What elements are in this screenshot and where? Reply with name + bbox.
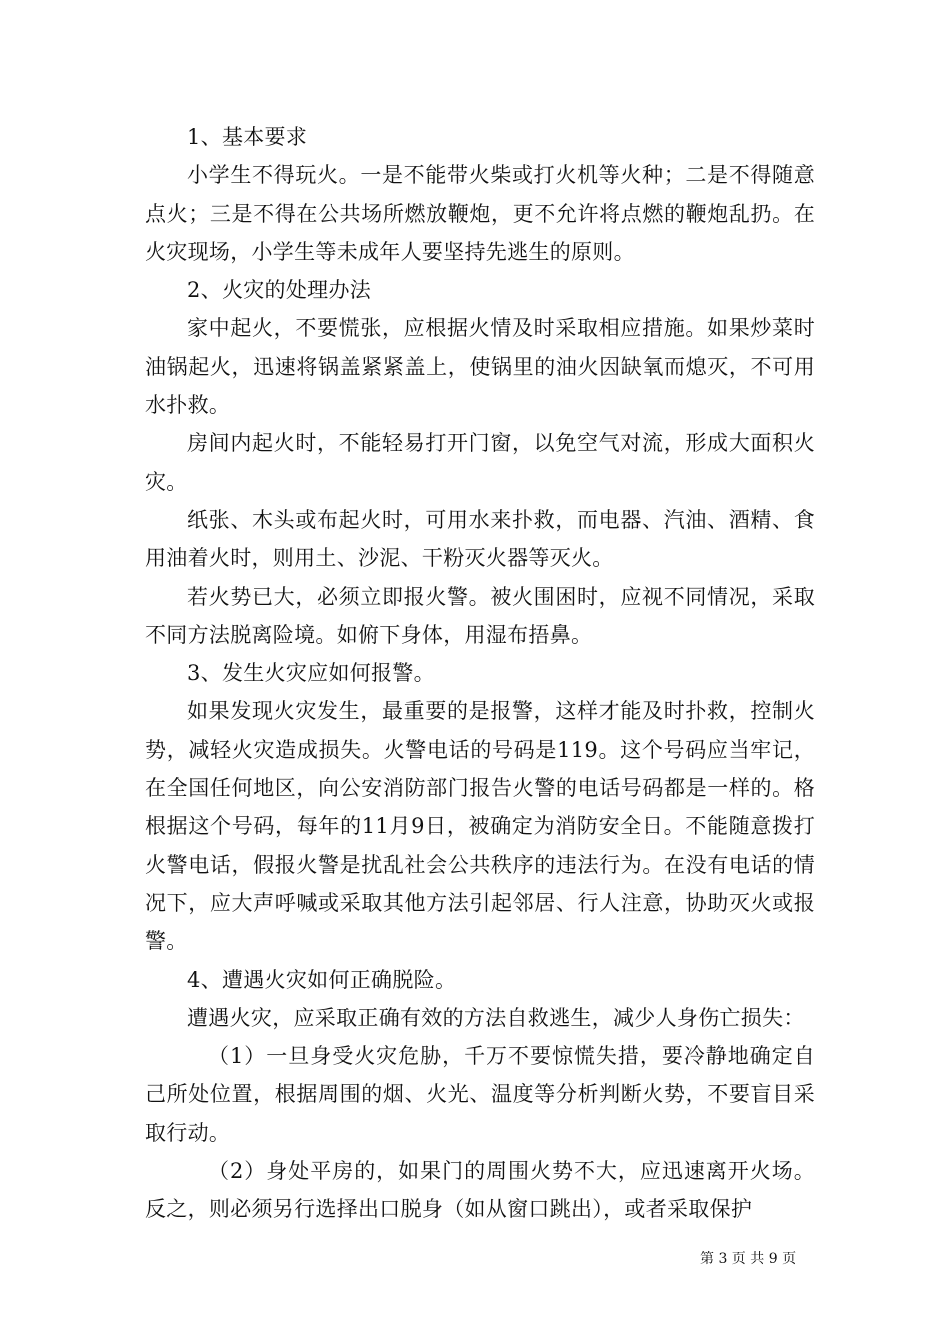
document-body: [145, 118, 815, 1229]
paragraph-escape-intro: 遭遇火灾，应采取正确有效的方法自救逃生，减少人身伤亡损失：: [187, 1005, 805, 1030]
list-item-escape-2: （2）身处平房的，如果门的周围火势不大，应迅速离开火场。反之，则必须另行选择出口脱身（如从窗口跳出），或者采取保护: [145, 1159, 815, 1222]
section-heading-how-to-report: 3、发生火灾应如何报警。: [187, 661, 435, 686]
paragraph-report-fire: 如果发现火灾发生，最重要的是报警，这样才能及时扑救，控制火势，减轻火灾造成损失。火警电话的号码是119。这个号码应当牢记，在全国任何地区，向公安消防部门报告火警的电话号码都是一样的。格根据这个号码，每年的11月9日，被确定为消防安全日。不能随意拨打火警电话，假报火警是扰乱社会公共秩序的违法行为。在没有电话的情况下，应大声呼喊或采取其他方法引起邻居、行人注意，协助灭火或报警。: [145, 699, 815, 954]
paragraph-basic-requirements: 小学生不得玩火。一是不能带火柴或打火机等火种；二是不得随意点火；三是不得在公共场所燃放鞭炮，更不允许将点燃的鞭炮乱扔。在火灾现场，小学生等未成年人要坚持先逃生的原则。: [145, 163, 815, 264]
paragraph-room-fire: 房间内起火时，不能轻易打开门窗，以免空气对流，形成大面积火灾。: [145, 431, 815, 494]
paragraph-fire-types: 纸张、木头或布起火时，可用水来扑救，而电器、汽油、酒精、食用油着火时，则用土、沙泥、干粉灭火器等灭火。: [145, 507, 815, 571]
paragraph-home-fire: 家中起火，不要慌张，应根据火情及时采取相应措施。如果炒菜时油锅起火，迅速将锅盖紧紧盖上，使锅里的油火因缺氧而熄灭，不可用水扑救。: [145, 316, 815, 418]
list-item-escape-1: （1）一旦身受火灾危胁，千万不要惊慌失措，要冷静地确定自己所处位置，根据周围的烟、火光、温度等分析判断火势，不要盲目采取行动。: [145, 1044, 815, 1145]
section-heading-basic-requirements: 1、基本要求: [187, 125, 308, 149]
page-number: 第 3 页 共 9 页: [700, 1251, 797, 1267]
section-heading-escape: 4、遭遇火灾如何正确脱险。: [187, 967, 457, 992]
paragraph-large-fire: 若火势已大，必须立即报火警。被火围困时，应视不同情况，采取不同方法脱离险境。如俯下身体，用湿布捂鼻。: [145, 584, 815, 647]
section-heading-fire-handling: 2、火灾的处理办法: [187, 278, 372, 303]
